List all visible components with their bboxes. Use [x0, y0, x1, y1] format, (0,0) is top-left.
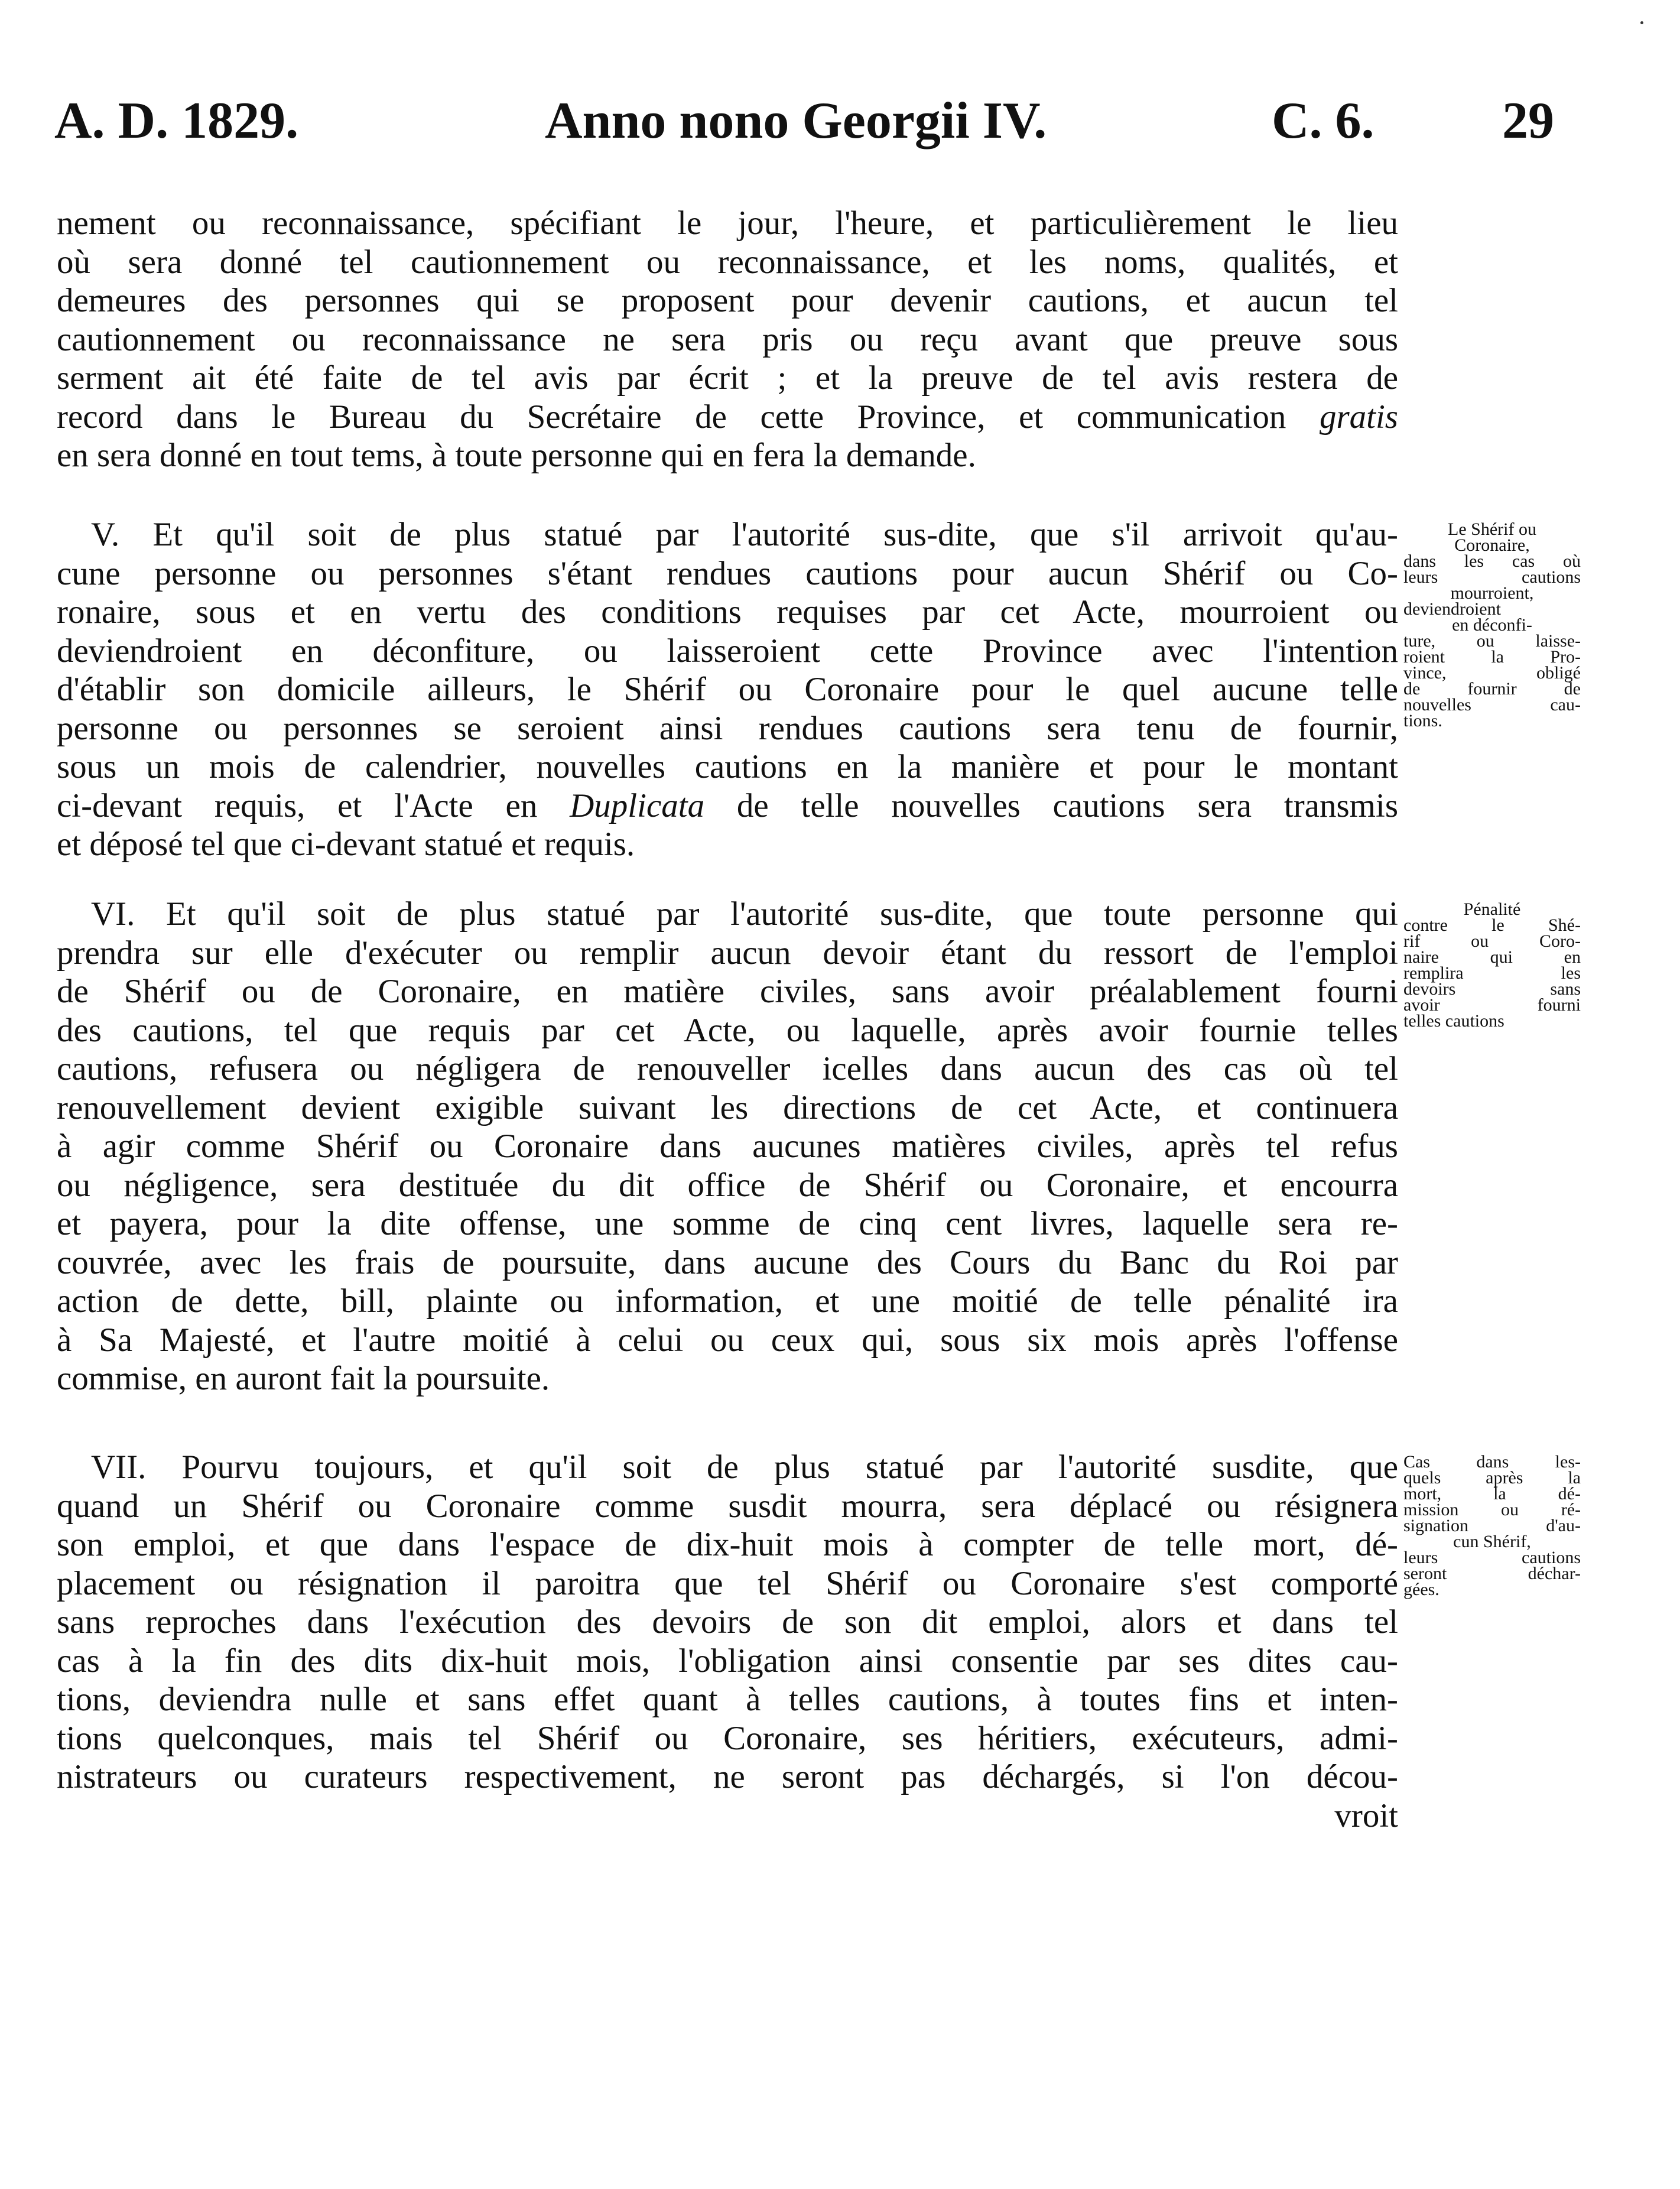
page-speck — [1640, 21, 1643, 24]
text-line: VII. Pourvu toujours, et qu'il soit de plus statué par l'autorité susdite, que — [91, 1448, 1398, 1486]
text-line: deviendroient en déconfiture, ou laisseroient cette Province avec l'intention — [57, 632, 1398, 670]
margin-line: telles cautions — [1403, 1011, 1504, 1031]
margin-line: leurs cautions — [1403, 1548, 1581, 1567]
text-line: et payera, pour la dite offense, une somme de cinq cent livres, laquelle sera re- — [57, 1205, 1398, 1242]
margin-line: quels après la — [1403, 1468, 1581, 1488]
text-line: placement ou résignation il paroitra que tel Shérif ou Coronaire s'est comporté — [57, 1564, 1398, 1602]
text-line: cautions, refusera ou négligera de renouveller icelles dans aucun des cas où tel — [57, 1050, 1398, 1087]
text-fragment: record dans le Bureau du Secrétaire de cette Province, et communication — [57, 398, 1286, 436]
text-line: à agir comme Shérif ou Coronaire dans aucunes matières civiles, après tel refus — [57, 1128, 1398, 1165]
margin-line: gées. — [1403, 1580, 1439, 1599]
margin-line: remplira les — [1403, 963, 1581, 983]
margin-line: seront déchar- — [1403, 1564, 1581, 1583]
margin-note-vi — [1403, 901, 1581, 1029]
text-line: cune personne ou personnes s'étant rendues cautions pour aucun Shérif ou Co- — [57, 554, 1398, 592]
margin-line: mourroient, — [1450, 583, 1534, 603]
paragraph-vi — [57, 895, 1398, 1398]
margin-line: vince, obligé — [1403, 663, 1581, 683]
text-line: en sera donné en tout tems, à toute personne qui en fera la demande. — [57, 437, 976, 474]
text-line: où sera donné tel cautionnement ou reconnaissance, et les noms, qualités, et — [57, 243, 1398, 281]
text-line: demeures des personnes qui se proposent pour devenir cautions, et aucun tel — [57, 282, 1398, 319]
margin-line: mission ou ré- — [1403, 1500, 1581, 1519]
margin-line: Le Shérif ou — [1448, 519, 1536, 539]
margin-line: naire qui en — [1403, 947, 1581, 967]
page-number: 29 — [1502, 92, 1554, 150]
text-line: tions, deviendra nulle et sans effet quant à telles cautions, à toutes fins et inten- — [57, 1681, 1398, 1718]
margin-line: roient la Pro- — [1403, 647, 1581, 667]
text-line: V. Et qu'il soit de plus statué par l'autorité sus-dite, que s'il arrivoit qu'au- — [91, 516, 1398, 553]
margin-line: cun Shérif, — [1453, 1532, 1531, 1551]
text-line — [57, 787, 1398, 826]
text-fragment: de telle nouvelles cautions sera transmis — [736, 787, 1399, 824]
paragraph-v — [57, 515, 1398, 864]
text-line: cas à la fin des dits dix-huit mois, l'obligation ainsi consentie par ses dites cau- — [57, 1642, 1398, 1680]
text-line: à Sa Majesté, et l'autre moitié à celui ou ceux qui, sous six mois après l'offense — [57, 1321, 1398, 1359]
text-line — [57, 398, 1398, 437]
margin-line: nouvelles cau- — [1403, 695, 1581, 714]
margin-line: ture, ou laisse- — [1403, 631, 1581, 651]
margin-line: rif ou Coro- — [1403, 931, 1581, 951]
margin-line: en déconfi- — [1452, 615, 1532, 635]
paragraph-vii — [57, 1448, 1398, 1835]
text-line: prendra sur elle d'exécuter ou remplir aucun devoir étant du ressort de l'emploi — [57, 934, 1398, 972]
text-line: serment ait été faite de tel avis par écrit ; et la preuve de tel avis restera de — [57, 359, 1398, 397]
margin-line: de fournir de — [1403, 679, 1581, 699]
margin-line: deviendroient — [1403, 599, 1501, 619]
text-line: quand un Shérif ou Coronaire comme susdit mourra, sera déplacé ou résignera — [57, 1487, 1398, 1525]
text-fragment: ci-devant requis, et l'Acte en — [57, 787, 538, 824]
text-line: des cautions, tel que requis par cet Acte, ou laquelle, après avoir fournie telles — [57, 1011, 1398, 1049]
margin-line: devoirs sans — [1403, 979, 1581, 999]
margin-line: Coronaire, — [1454, 535, 1530, 555]
text-line: VI. Et qu'il soit de plus statué par l'autorité sus-dite, que toute personne qui — [91, 895, 1398, 933]
text-line: sans reproches dans l'exécution des devoirs de son dit emploi, alors et dans tel — [57, 1603, 1398, 1641]
text-line: cautionnement ou reconnaissance ne sera pris ou reçu avant que preuve sous — [57, 320, 1398, 358]
text-line: et déposé tel que ci-devant statué et requis. — [57, 826, 635, 863]
margin-line: signation d'au- — [1403, 1516, 1581, 1535]
text-line: tions quelconques, mais tel Shérif ou Coronaire, ses héritiers, exécuteurs, admi- — [57, 1719, 1398, 1757]
text-line: ronaire, sous et en vertu des conditions requises par cet Acte, mourroient ou — [57, 593, 1398, 631]
margin-line: Pénalité — [1463, 899, 1521, 919]
margin-line: avoir fourni — [1403, 995, 1581, 1015]
catchword: vroit — [1334, 1797, 1398, 1834]
italic-word: gratis — [1319, 398, 1398, 436]
margin-line: leurs cautions — [1403, 567, 1581, 587]
margin-note-v — [1403, 521, 1581, 729]
text-line: nement ou reconnaissance, spécifiant le jour, l'heure, et particulièrement le lieu — [57, 204, 1398, 242]
margin-line: contre le Shé- — [1403, 915, 1581, 935]
header-year: A. D. 1829. — [54, 92, 299, 150]
text-line: son emploi, et que dans l'espace de dix-huit mois à compter de telle mort, dé- — [57, 1526, 1398, 1563]
text-line: de Shérif ou de Coronaire, en matière civiles, sans avoir préalablement fourni — [57, 973, 1398, 1010]
margin-line: tions. — [1403, 711, 1442, 730]
text-line: personne ou personnes se seroient ainsi rendues cautions sera tenu de fournir, — [57, 709, 1398, 747]
italic-word: Duplicata — [570, 787, 705, 824]
text-line: sous un mois de calendrier, nouvelles cautions en la manière et pour le montant — [57, 748, 1398, 785]
header-chapter: C. 6. — [1272, 92, 1374, 150]
margin-line: dans les cas où — [1403, 551, 1581, 571]
text-line: action de dette, bill, plainte ou information, et une moitié de telle pénalité ira — [57, 1282, 1398, 1320]
margin-line: mort, la dé- — [1403, 1484, 1581, 1503]
text-line: renouvellement devient exigible suivant les directions de cet Acte, et continuera — [57, 1089, 1398, 1126]
text-line: nistrateurs ou curateurs respectivement, ne seront pas déchargés, si l'on décou- — [57, 1758, 1398, 1795]
text-line: couvrée, avec les frais de poursuite, dans aucune des Cours du Banc du Roi par — [57, 1243, 1398, 1281]
text-line: ou négligence, sera destituée du dit office de Shérif ou Coronaire, et encourra — [57, 1166, 1398, 1204]
running-header — [54, 89, 1567, 154]
paragraph-continued — [57, 204, 1398, 475]
text-line: d'établir son domicile ailleurs, le Shérif ou Coronaire pour le quel aucune telle — [57, 671, 1398, 708]
margin-line: Cas dans les- — [1403, 1452, 1581, 1472]
margin-note-vii — [1403, 1454, 1581, 1597]
header-title: Anno nono Georgii IV. — [545, 92, 1047, 150]
text-line: commise, en auront fait la poursuite. — [57, 1360, 550, 1397]
